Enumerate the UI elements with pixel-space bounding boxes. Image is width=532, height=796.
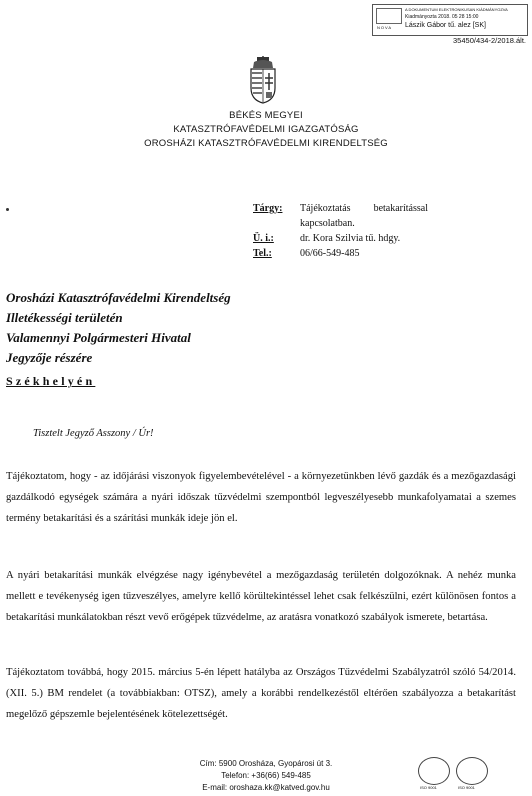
stamp-line-2: Kiadmányozta 2018. 05 28 15:00 [405, 14, 479, 20]
phone-label: Tel.: [253, 248, 272, 259]
addressee-line-1: Orosházi Katasztrófavédelmi Kirendeltség [6, 290, 231, 305]
salutation: Tisztelt Jegyző Asszony / Úr! [33, 428, 154, 439]
certification-label: ISO 9001 [420, 785, 437, 790]
body-paragraph-3: Tájékoztatom továbbá, hogy 2015. március 5-én lépett hatályba az Országos Tűzvédelmi Szabályzatról szóló 54/2014. (XII. 5.) BM rendelet (a továbbiakban: OTSZ), amely a korábbi rendelkezéstől eltérően szabályozza a betakarítást megelőző gépszemle bejelentésének kötelezettségét. [6, 667, 516, 720]
addressee-line-3: Valamennyi Polgármesteri Hivatal [6, 330, 191, 345]
header-branch: OROSHÁZI KATASZTRÓFAVÉDELMI KIRENDELTSÉG [144, 138, 388, 149]
registration-number: 35450/434-2/2018.ált. [453, 36, 526, 45]
bullet-dot [6, 208, 9, 211]
body-paragraph-1: Tájékoztatom, hogy - az időjárási viszonyok figyelembevételével - a környezetünkben lévő gazdák és a mezőgazdasági gazdálkodó egységek számára a nyári időszak tűzvédelmi szempontból legveszélyesebb munkafolyamatai a szemes termény betakarítási és a szárítási munkák ideje jön el. [6, 471, 516, 524]
header-directorate: KATASZTRÓFAVÉDELMI IGAZGATÓSÁG [173, 124, 359, 135]
addressee-line-2: Illetékességi területén [6, 310, 123, 325]
footer-email: E-mail: oroshaza.kk@katved.gov.hu [202, 783, 330, 792]
body-paragraph-2: A nyári betakarítási munkák elvégzése nagy igénybevétel a mezőgazdaság területén dolgozóknak. A nehéz munka mellett e tevékenység igen tűzveszélyes, amelyre kellő körültekintéssel lehet csak felkészülni, ezért különösen fontos a betakarítási munkálatokban részt vevő erőgépek tűzvédelme, az aratásra vonatkozó szabályok ismerete, betartása. [6, 570, 516, 623]
certification-seal-icon [456, 757, 488, 785]
footer-phone: Telefon: +36(66) 549-485 [221, 771, 311, 780]
case-officer-label: Ü. i.: [253, 233, 274, 244]
subject-label: Tárgy: [253, 203, 283, 214]
electronic-signature-stamp [372, 4, 528, 36]
coat-of-arms-icon [246, 56, 280, 104]
header-county: BÉKÉS MEGYEI [229, 110, 303, 121]
certification-seal-icon [418, 757, 450, 785]
stamp-logo [376, 8, 402, 24]
subject-value-cont: kapcsolatban. [300, 218, 355, 229]
stamp-line-3: Lászik Gábor tű. alez [SK] [405, 22, 486, 29]
subject-value: Tájékoztatás betakarítással [300, 203, 428, 214]
stamp-logo-label: NOVA [377, 25, 393, 30]
stamp-line-1: A DOKUMENTUM ELEKTRONIKUSAN KIÁDMÁNYOZVA [405, 7, 508, 12]
case-officer-value: dr. Kora Szilvia tű. hdgy. [300, 233, 401, 244]
phone-value: 06/66-549-485 [300, 248, 360, 259]
seat-heading: Székhelyén [6, 374, 96, 388]
addressee-line-4: Jegyzője részére [6, 350, 93, 365]
footer-address: Cím: 5900 Orosháza, Gyopárosi út 3. [199, 759, 333, 768]
certification-label: ISO 9001 [458, 785, 475, 790]
